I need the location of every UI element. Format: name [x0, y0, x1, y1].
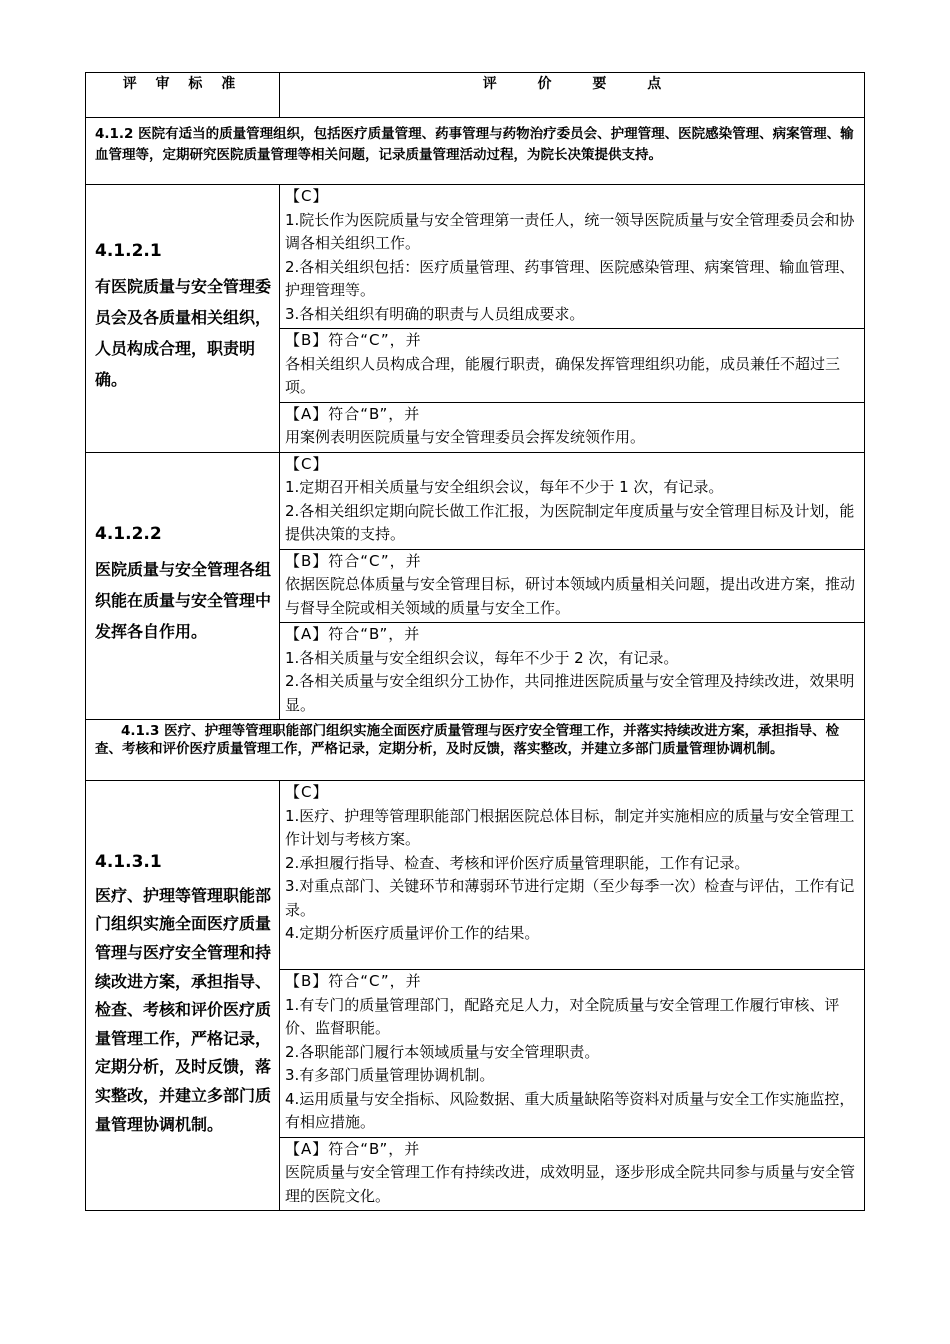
grade-a-line: 用案例表明医院质量与安全管理委员会挥发统领作用。 [285, 428, 646, 446]
grade-c [280, 452, 865, 549]
grade-c-heading: 【C】 [285, 187, 329, 205]
header-standard: 评 审 标 准 [86, 73, 280, 118]
grade-c-heading: 【C】 [285, 454, 329, 473]
grade-c-line: 2.承担履行指导、检查、考核和评价医疗质量管理职能，工作有记录。 [285, 853, 750, 872]
grade-b [280, 549, 865, 623]
grade-a-heading: 【A】符合“B”，并 [285, 404, 421, 423]
grade-a-line: 医院质量与安全管理工作有持续改进，成效明显，逐步形成全院共同参与质量与安全管理的医院文化。 [285, 1163, 856, 1205]
section-4-1-3: 4.1.3 医疗、护理等管理职能部门组织实施全面医疗质量管理与医疗安全管理工作，并落实持续改进方案，承担指导、检查、考核和评价医疗质量管理工作，严格记录，定期分析，及时反馈，落实整改，并建立多部门质量管理协调机制。 [86, 720, 865, 781]
grade-c-line: 1.医疗、护理等管理职能部门根据医院总体目标，制定并实施相应的质量与安全管理工作计划与考核方案。 [285, 806, 855, 848]
grade-b [280, 329, 865, 403]
grade-a [280, 623, 865, 720]
grade-b-heading: 【B】符合“C”，并 [285, 551, 422, 570]
item-4-1-3-1 [86, 781, 280, 1211]
section-4-1-2: 4.1.2 医院有适当的质量管理组织，包括医疗质量管理、药事管理与药物治疗委员会、护理管理、医院感染管理、病案管理、输血管理等，定期研究医院质量管理等相关问题，记录质量管理活动过程，为院长决策提供支持。 [86, 118, 865, 185]
grade-a [280, 402, 865, 452]
item-4-1-2-1 [86, 185, 280, 453]
grade-c-line: 3.对重点部门、关键环节和薄弱环节进行定期（至少每季一次）检查与评估，工作有记录。 [285, 877, 855, 919]
grade-b-line: 4.运用质量与安全指标、风险数据、重大质量缺陷等资料对质量与安全工作实施监控，有相应措施。 [285, 1089, 855, 1131]
grade-b-line: 依据医院总体质量与安全管理目标，研讨本领域内质量相关问题，提出改进方案，推动与督导全院或相关领域的质量与安全工作。 [285, 575, 856, 617]
grade-c-line: 2.各相关组织包括：医疗质量管理、药事管理、医院感染管理、病案管理、输血管理、护理管理等。 [285, 257, 855, 299]
grade-a-line: 2.各相关质量与安全组织分工协作，共同推进医院质量与安全管理及持续改进，效果明显。 [285, 672, 855, 714]
grade-a-heading: 【A】符合“B”，并 [285, 625, 421, 643]
grade-c-line: 2.各相关组织定期向院长做工作汇报，为医院制定年度质量与安全管理目标及计划，能提供决策的支持。 [285, 501, 855, 543]
item-title: 医院质量与安全管理各组织能在质量与安全管理中发挥各自作用。 [95, 560, 272, 642]
grade-a-heading: 【A】符合“B”，并 [285, 1139, 421, 1158]
grade-b-line: 3.有多部门质量管理协调机制。 [285, 1066, 495, 1084]
section-row [86, 118, 865, 185]
grade-c-line: 1.院长作为医院质量与安全管理第一责任人，统一领导医院质量与安全管理委员会和协调各相关组织工作。 [285, 210, 855, 252]
grade-c-line: 3.各相关组织有明确的职责与人员组成要求。 [285, 304, 585, 323]
grade-c-line: 1.定期召开相关质量与安全组织会议，每年不少于 1 次，有记录。 [285, 478, 724, 496]
item-row-c [86, 781, 865, 970]
grade-c [280, 781, 865, 970]
grade-c-heading: 【C】 [285, 783, 329, 801]
grade-b-line: 2.各职能部门履行本领域质量与安全管理职责。 [285, 1042, 600, 1061]
grade-a-line: 1.各相关质量与安全组织会议，每年不少于 2 次，有记录。 [285, 648, 679, 667]
table-header-row [86, 73, 865, 118]
standards-table [85, 72, 865, 1211]
section-row [86, 720, 865, 781]
item-code: 4.1.2.2 [95, 524, 162, 545]
grade-b-heading: 【B】符合“C”，并 [285, 972, 422, 990]
item-4-1-2-2 [86, 452, 280, 720]
grade-a [280, 1137, 865, 1211]
item-title: 医疗、护理等管理职能部门组织实施全面医疗质量管理与医疗安全管理和持续改进方案，承担指导、检查、考核和评价医疗质量管理工作，严格记录，定期分析，及时反馈，落实整改，并建立多部门质量管理协调机制。 [95, 885, 272, 1134]
grade-c [280, 185, 865, 329]
grade-b-line: 各相关组织人员构成合理，能履行职责，确保发挥管理组织功能，成员兼任不超过三项。 [285, 354, 841, 396]
item-title: 有医院质量与安全管理委员会及各质量相关组织，人员构成合理，职责明确。 [95, 277, 272, 390]
grade-b [280, 970, 865, 1138]
item-code: 4.1.2.1 [95, 241, 162, 262]
grade-b-heading: 【B】符合“C”，并 [285, 331, 422, 349]
item-code: 4.1.3.1 [95, 851, 162, 872]
grade-c-line: 4.定期分析医疗质量评价工作的结果。 [285, 924, 540, 942]
grade-b-line: 1.有专门的质量管理部门，配路充足人力，对全院质量与安全管理工作履行审核、评价、监督职能。 [285, 995, 840, 1037]
header-evaluation-points: 评 价 要 点 [280, 73, 865, 118]
item-row-c [86, 185, 865, 329]
item-row-c [86, 452, 865, 549]
